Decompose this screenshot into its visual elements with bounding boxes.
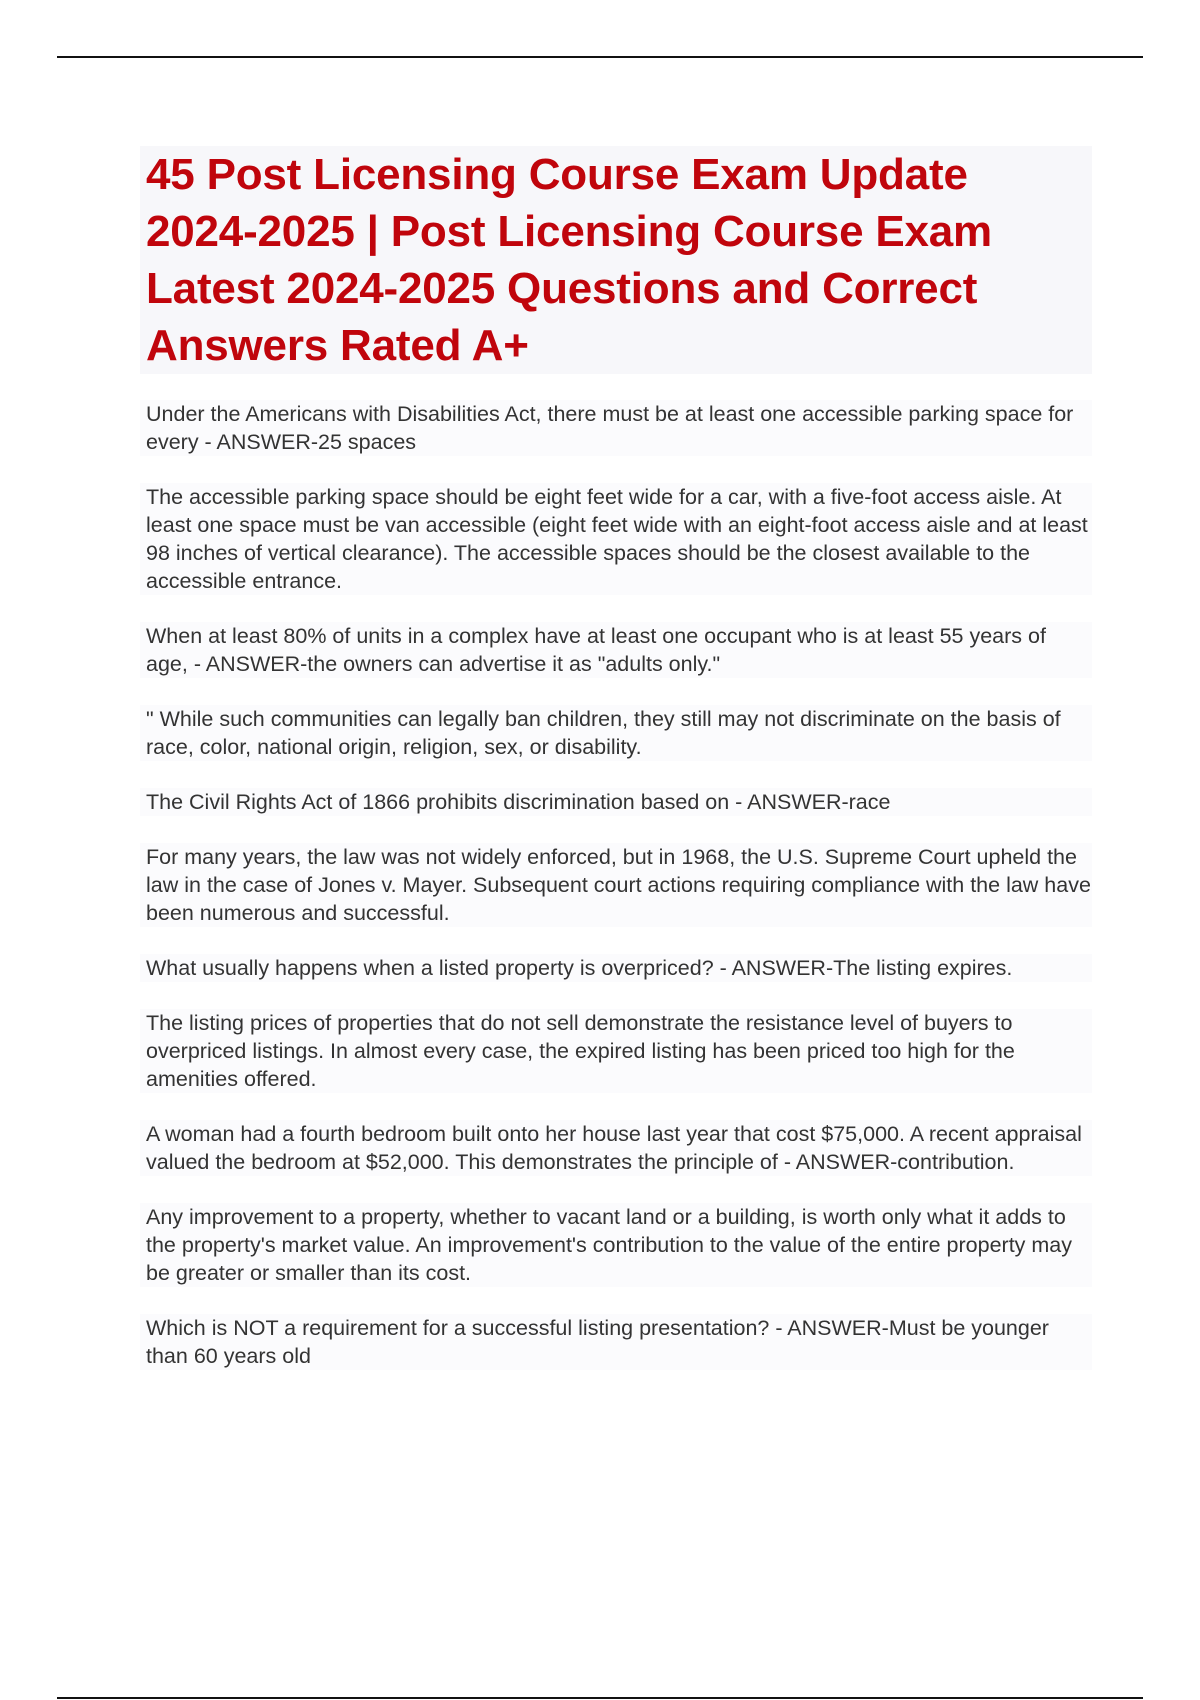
paragraph: The accessible parking space should be eight feet wide for a car, with a five-foot access aisle. At least one space must be van accessible (eight feet wide with an eight-foot access aisle and at least 98 inches of vertical clearance). The accessible spaces should be the closest available to the accessible entrance. xyxy=(140,483,1092,595)
paragraph: Which is NOT a requirement for a successful listing presentation? - ANSWER-Must be younger than 60 years old xyxy=(140,1314,1092,1370)
document-title: 45 Post Licensing Course Exam Update 2024-2025 | Post Licensing Course Exam Latest 2024-2025 Questions and Correct Answers Rated A+ xyxy=(146,150,992,370)
paragraph: Under the Americans with Disabilities Act, there must be at least one accessible parking space for every - ANSWER-25 spaces xyxy=(140,400,1092,456)
paragraph: What usually happens when a listed property is overpriced? - ANSWER-The listing expires. xyxy=(140,954,1092,982)
title-block xyxy=(140,146,1092,374)
top-divider xyxy=(57,56,1143,58)
document-body xyxy=(140,146,1092,1397)
paragraph: The listing prices of properties that do not sell demonstrate the resistance level of buyers to overpriced listings. In almost every case, the expired listing has been priced too high for the amenities offered. xyxy=(140,1009,1092,1093)
paragraph: Any improvement to a property, whether to vacant land or a building, is worth only what it adds to the property's market value. An improvement's contribution to the value of the entire property may be greater or smaller than its cost. xyxy=(140,1203,1092,1287)
paragraph: " While such communities can legally ban children, they still may not discriminate on the basis of race, color, national origin, religion, sex, or disability. xyxy=(140,705,1092,761)
paragraph: For many years, the law was not widely enforced, but in 1968, the U.S. Supreme Court upheld the law in the case of Jones v. Mayer. Subsequent court actions requiring compliance with the law have been numerous and successful. xyxy=(140,843,1092,927)
paragraph: When at least 80% of units in a complex have at least one occupant who is at least 55 years of age, - ANSWER-the owners can advertise it as "adults only." xyxy=(140,622,1092,678)
paragraph: A woman had a fourth bedroom built onto her house last year that cost $75,000. A recent appraisal valued the bedroom at $52,000. This demonstrates the principle of - ANSWER-contribution. xyxy=(140,1120,1092,1176)
paragraph: The Civil Rights Act of 1866 prohibits discrimination based on - ANSWER-race xyxy=(140,788,1092,816)
bottom-divider xyxy=(57,1697,1143,1699)
